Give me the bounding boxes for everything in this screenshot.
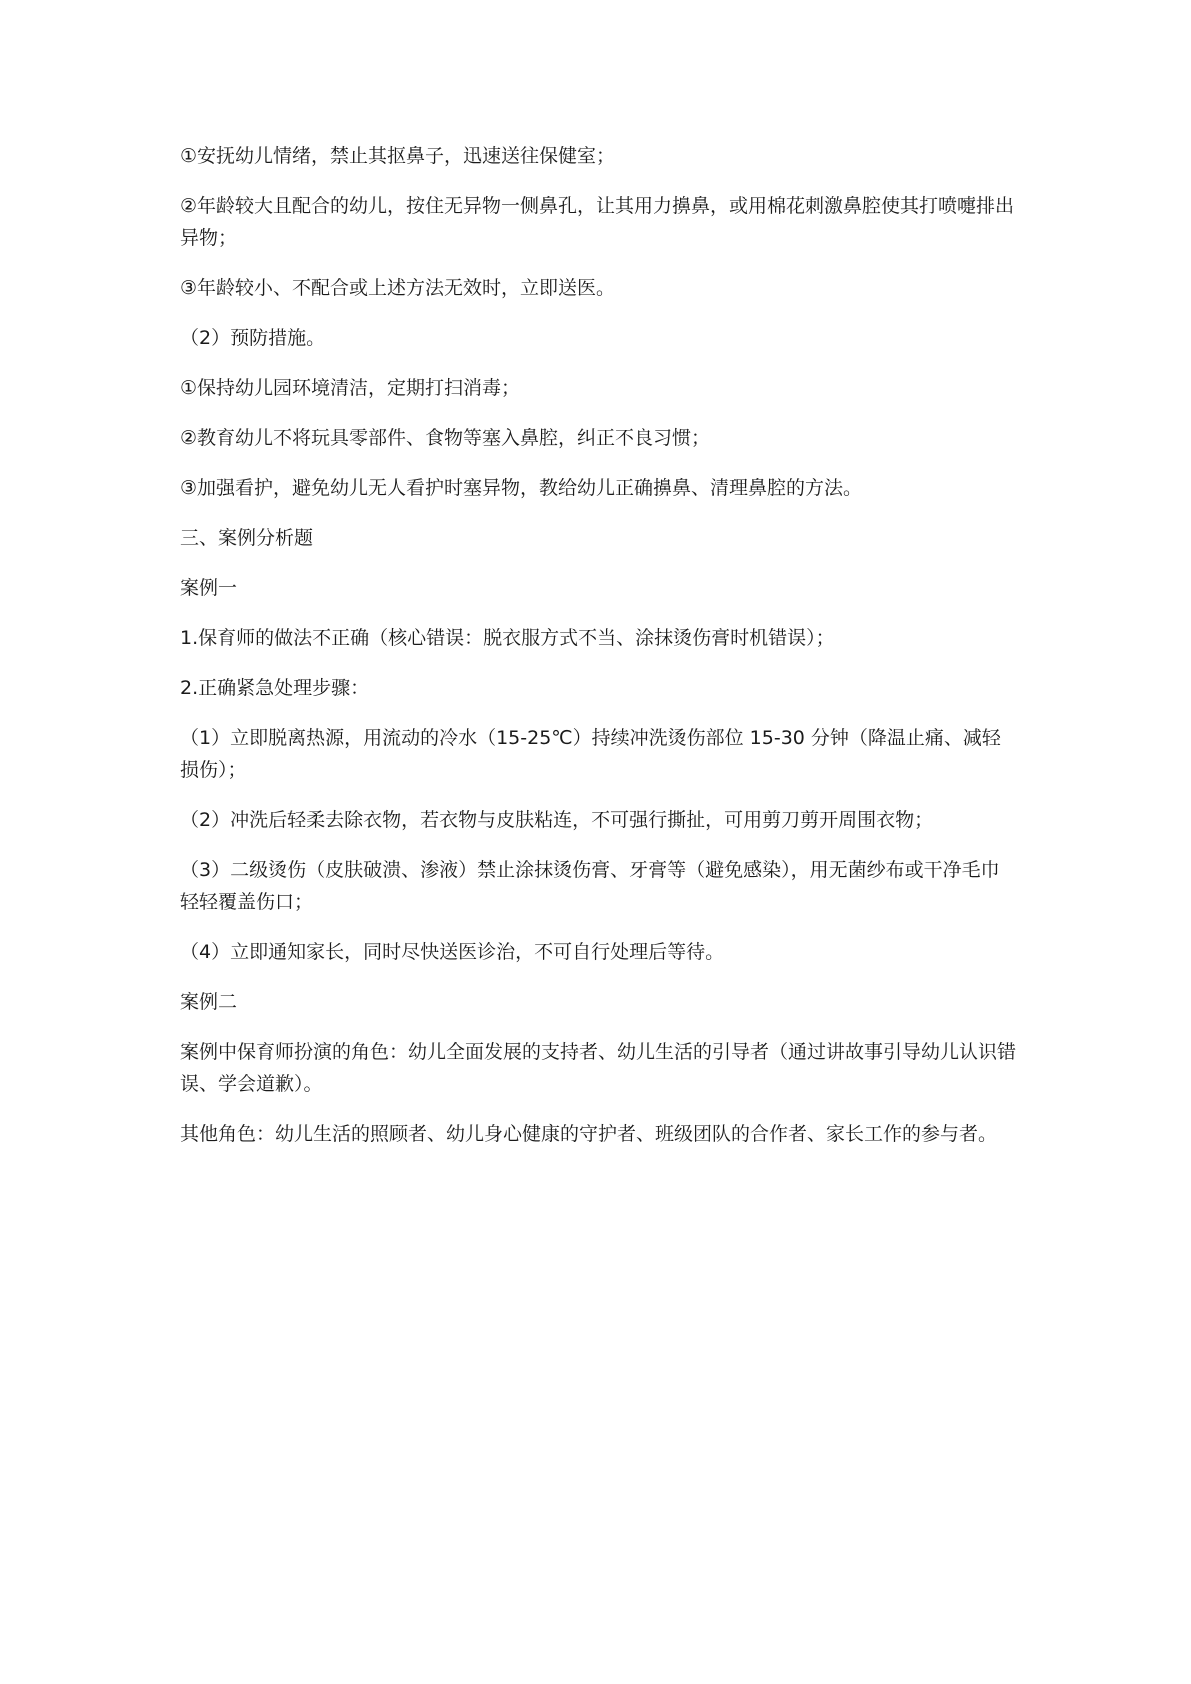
section-heading-case-analysis: 三、案例分析题	[180, 527, 314, 549]
paragraph-nosebleed-step-2: ②年龄较大且配合的幼儿，按住无异物一侧鼻孔，让其用力擤鼻，或用棉花刺激鼻腔使其打喷嚏排出异物；	[180, 195, 1015, 249]
paragraph-nosebleed-step-3: ③年龄较小、不配合或上述方法无效时，立即送医。	[180, 277, 616, 299]
case-two-answer-2: 其他角色：幼儿生活的照顾者、幼儿身心健康的守护者、班级团队的合作者、家长工作的参与者。	[180, 1123, 998, 1145]
case-one-answer-2: 2.正确紧急处理步骤：	[180, 677, 370, 699]
document-body	[180, 140, 1018, 1168]
case-one-step-3: （3）二级烫伤（皮肤破溃、渗液）禁止涂抹烫伤膏、牙膏等（避免感染），用无菌纱布或干净毛巾轻轻覆盖伤口；	[180, 859, 1000, 913]
paragraph-prevention-heading: （2）预防措施。	[180, 327, 326, 349]
case-two-heading: 案例二	[180, 991, 238, 1013]
case-one-step-4: （4）立即通知家长，同时尽快送医诊治，不可自行处理后等待。	[180, 941, 725, 963]
case-one-step-1: （1）立即脱离热源，用流动的冷水（15-25℃）持续冲洗烫伤部位 15-30 分钟（降温止痛、减轻损伤）；	[180, 727, 1001, 781]
paragraph-nosebleed-step-1: ①安抚幼儿情绪，禁止其抠鼻子，迅速送往保健室；	[180, 145, 616, 167]
paragraph-prevention-3: ③加强看护，避免幼儿无人看护时塞异物，教给幼儿正确擤鼻、清理鼻腔的方法。	[180, 477, 863, 499]
case-one-step-2: （2）冲洗后轻柔去除衣物，若衣物与皮肤粘连，不可强行撕扯，可用剪刀剪开周围衣物；	[180, 809, 934, 831]
case-one-heading: 案例一	[180, 577, 238, 599]
case-two-answer-1: 案例中保育师扮演的角色：幼儿全面发展的支持者、幼儿生活的引导者（通过讲故事引导幼儿认识错误、学会道歉）。	[180, 1041, 1017, 1095]
paragraph-prevention-2: ②教育幼儿不将玩具零部件、食物等塞入鼻腔，纠正不良习惯；	[180, 427, 711, 449]
paragraph-prevention-1: ①保持幼儿园环境清洁，定期打扫消毒；	[180, 377, 521, 399]
case-one-answer-1: 1.保育师的做法不正确（核心错误：脱衣服方式不当、涂抹烫伤膏时机错误）；	[180, 627, 835, 649]
